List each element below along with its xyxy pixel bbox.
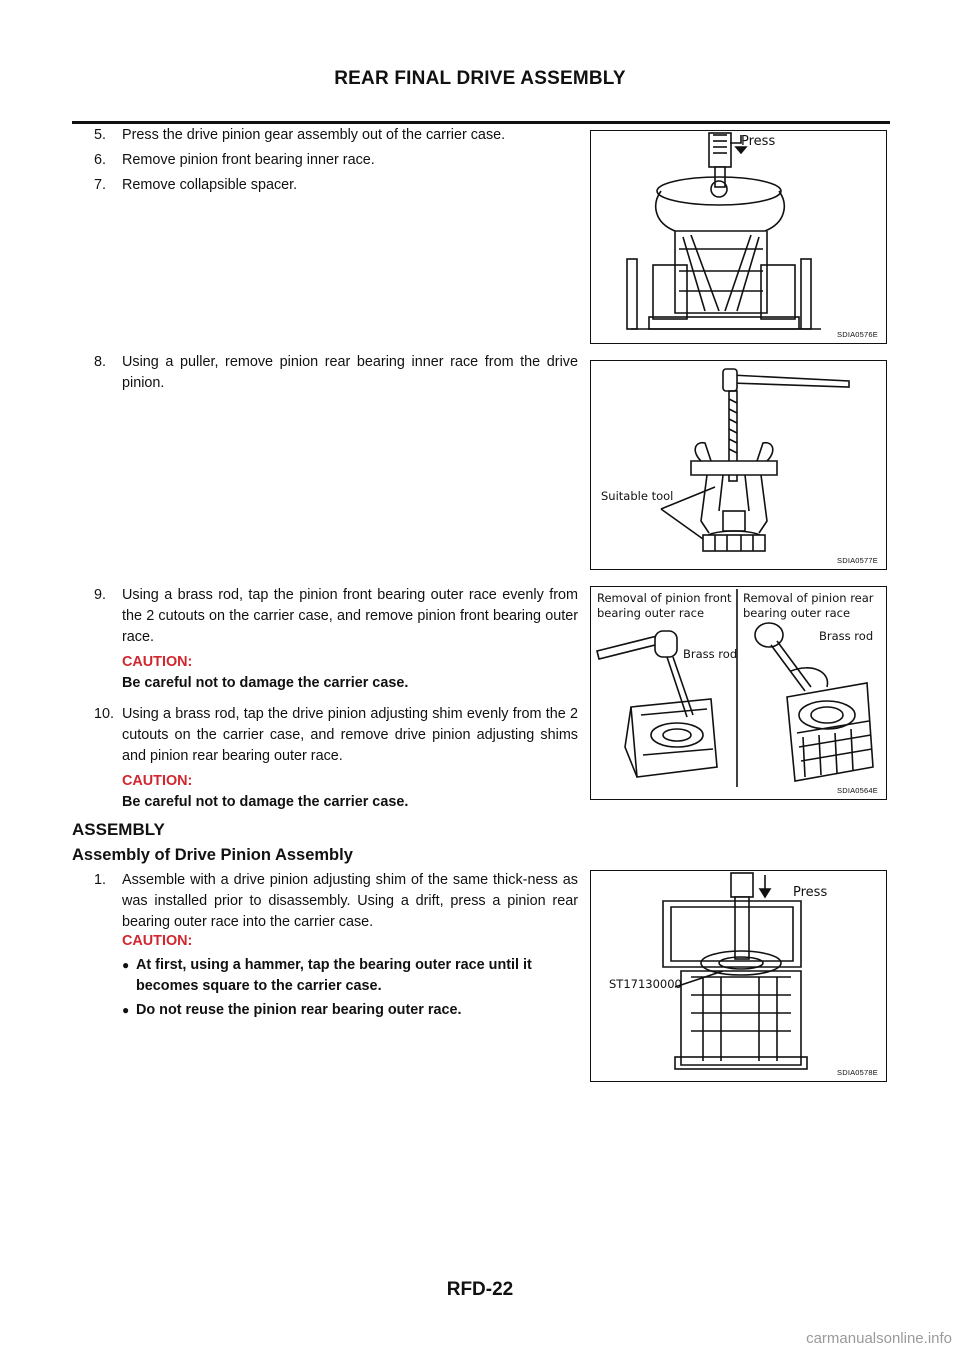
figure-code: SDIA0577E bbox=[837, 556, 878, 565]
step-number: 7. bbox=[94, 177, 107, 193]
label-rear-race-removal: Removal of pinion rear bearing outer race bbox=[743, 591, 874, 620]
special-tool-label: ST17130000 bbox=[609, 977, 682, 991]
step-9 bbox=[96, 585, 578, 648]
figure-puller bbox=[590, 360, 887, 570]
caution-bullet bbox=[122, 955, 578, 997]
bullet-dot-icon: ● bbox=[122, 958, 130, 972]
caution-text: Be careful not to damage the carrier case. bbox=[122, 794, 409, 810]
bullet-text: Do not reuse the pinion rear bearing outer race. bbox=[136, 1002, 462, 1018]
step-text: Press the drive pinion gear assembly out of the carrier case. bbox=[122, 127, 506, 143]
step-text: Using a puller, remove pinion rear bearing inner race from the drive pinion. bbox=[122, 354, 578, 391]
caution-text: Be careful not to damage the carrier case. bbox=[122, 675, 409, 691]
caution-label: CAUTION: bbox=[122, 773, 193, 789]
label-front-race-removal: Removal of pinion front bearing outer race bbox=[597, 591, 732, 620]
figure-code: SDIA0576E bbox=[837, 330, 878, 339]
section-heading: ASSEMBLY bbox=[72, 820, 165, 839]
step-8 bbox=[96, 352, 578, 394]
figure-code: SDIA0564E bbox=[837, 786, 878, 795]
step-text: Remove pinion front bearing inner race. bbox=[122, 152, 375, 168]
step-number: 6. bbox=[94, 152, 107, 168]
step-5 bbox=[96, 125, 578, 146]
caution-label: CAUTION: bbox=[122, 933, 193, 949]
figure-press-outer-race bbox=[590, 870, 887, 1082]
step-number: 8. bbox=[94, 354, 107, 370]
carrier-case-press-illustration bbox=[591, 131, 888, 345]
bullet-dot-icon: ● bbox=[122, 1003, 130, 1017]
press-label: Press bbox=[741, 134, 776, 149]
suitable-tool-label: Suitable tool bbox=[601, 489, 674, 503]
step-7 bbox=[96, 175, 578, 196]
step-text: Assemble with a drive pinion adjusting shim of the same thick-ness as was installed prior to disassembly. Using a drift, press a pinion rear bearing outer race into the carrier case. bbox=[122, 872, 578, 930]
brass-rod-label-left: Brass rod bbox=[683, 647, 738, 661]
step-number: 10. bbox=[94, 706, 115, 722]
assembly-step-1 bbox=[96, 870, 578, 933]
step-number: 5. bbox=[94, 127, 107, 143]
step-number: 1. bbox=[94, 872, 107, 888]
brass-rod-label-right: Brass rod bbox=[819, 629, 874, 643]
figure-brass-rod-removal bbox=[590, 586, 887, 800]
subsection-heading: Assembly of Drive Pinion Assembly bbox=[72, 846, 353, 864]
header-divider bbox=[72, 121, 890, 124]
step-6 bbox=[96, 150, 578, 171]
figure-code: SDIA0578E bbox=[837, 1068, 878, 1077]
page-number: RFD-22 bbox=[446, 1279, 514, 1300]
bullet-text: At first, using a hammer, tap the bearing outer race until it becomes square to the carrier case. bbox=[136, 957, 532, 994]
step-number: 9. bbox=[94, 587, 107, 603]
puller-illustration bbox=[591, 361, 888, 571]
page-title: REAR FINAL DRIVE ASSEMBLY bbox=[334, 68, 626, 89]
watermark-link[interactable]: carmanualsonline.info bbox=[806, 1330, 952, 1347]
step-text: Remove collapsible spacer. bbox=[122, 177, 298, 193]
step-text: Using a brass rod, tap the pinion front bearing outer race evenly from the 2 cutouts on the carrier case, and remove pinion front bearing outer race. bbox=[122, 587, 578, 645]
step-10 bbox=[96, 704, 578, 767]
figure-press-drive-pinion bbox=[590, 130, 887, 344]
press-label: Press bbox=[793, 885, 828, 900]
caution-bullet bbox=[122, 1000, 578, 1021]
step-text: Using a brass rod, tap the drive pinion adjusting shim evenly from the 2 cutouts on the carrier case, and remove drive pinion adjusting shims and pinion rear bearing outer race. bbox=[122, 706, 578, 764]
caution-label: CAUTION: bbox=[122, 654, 193, 670]
